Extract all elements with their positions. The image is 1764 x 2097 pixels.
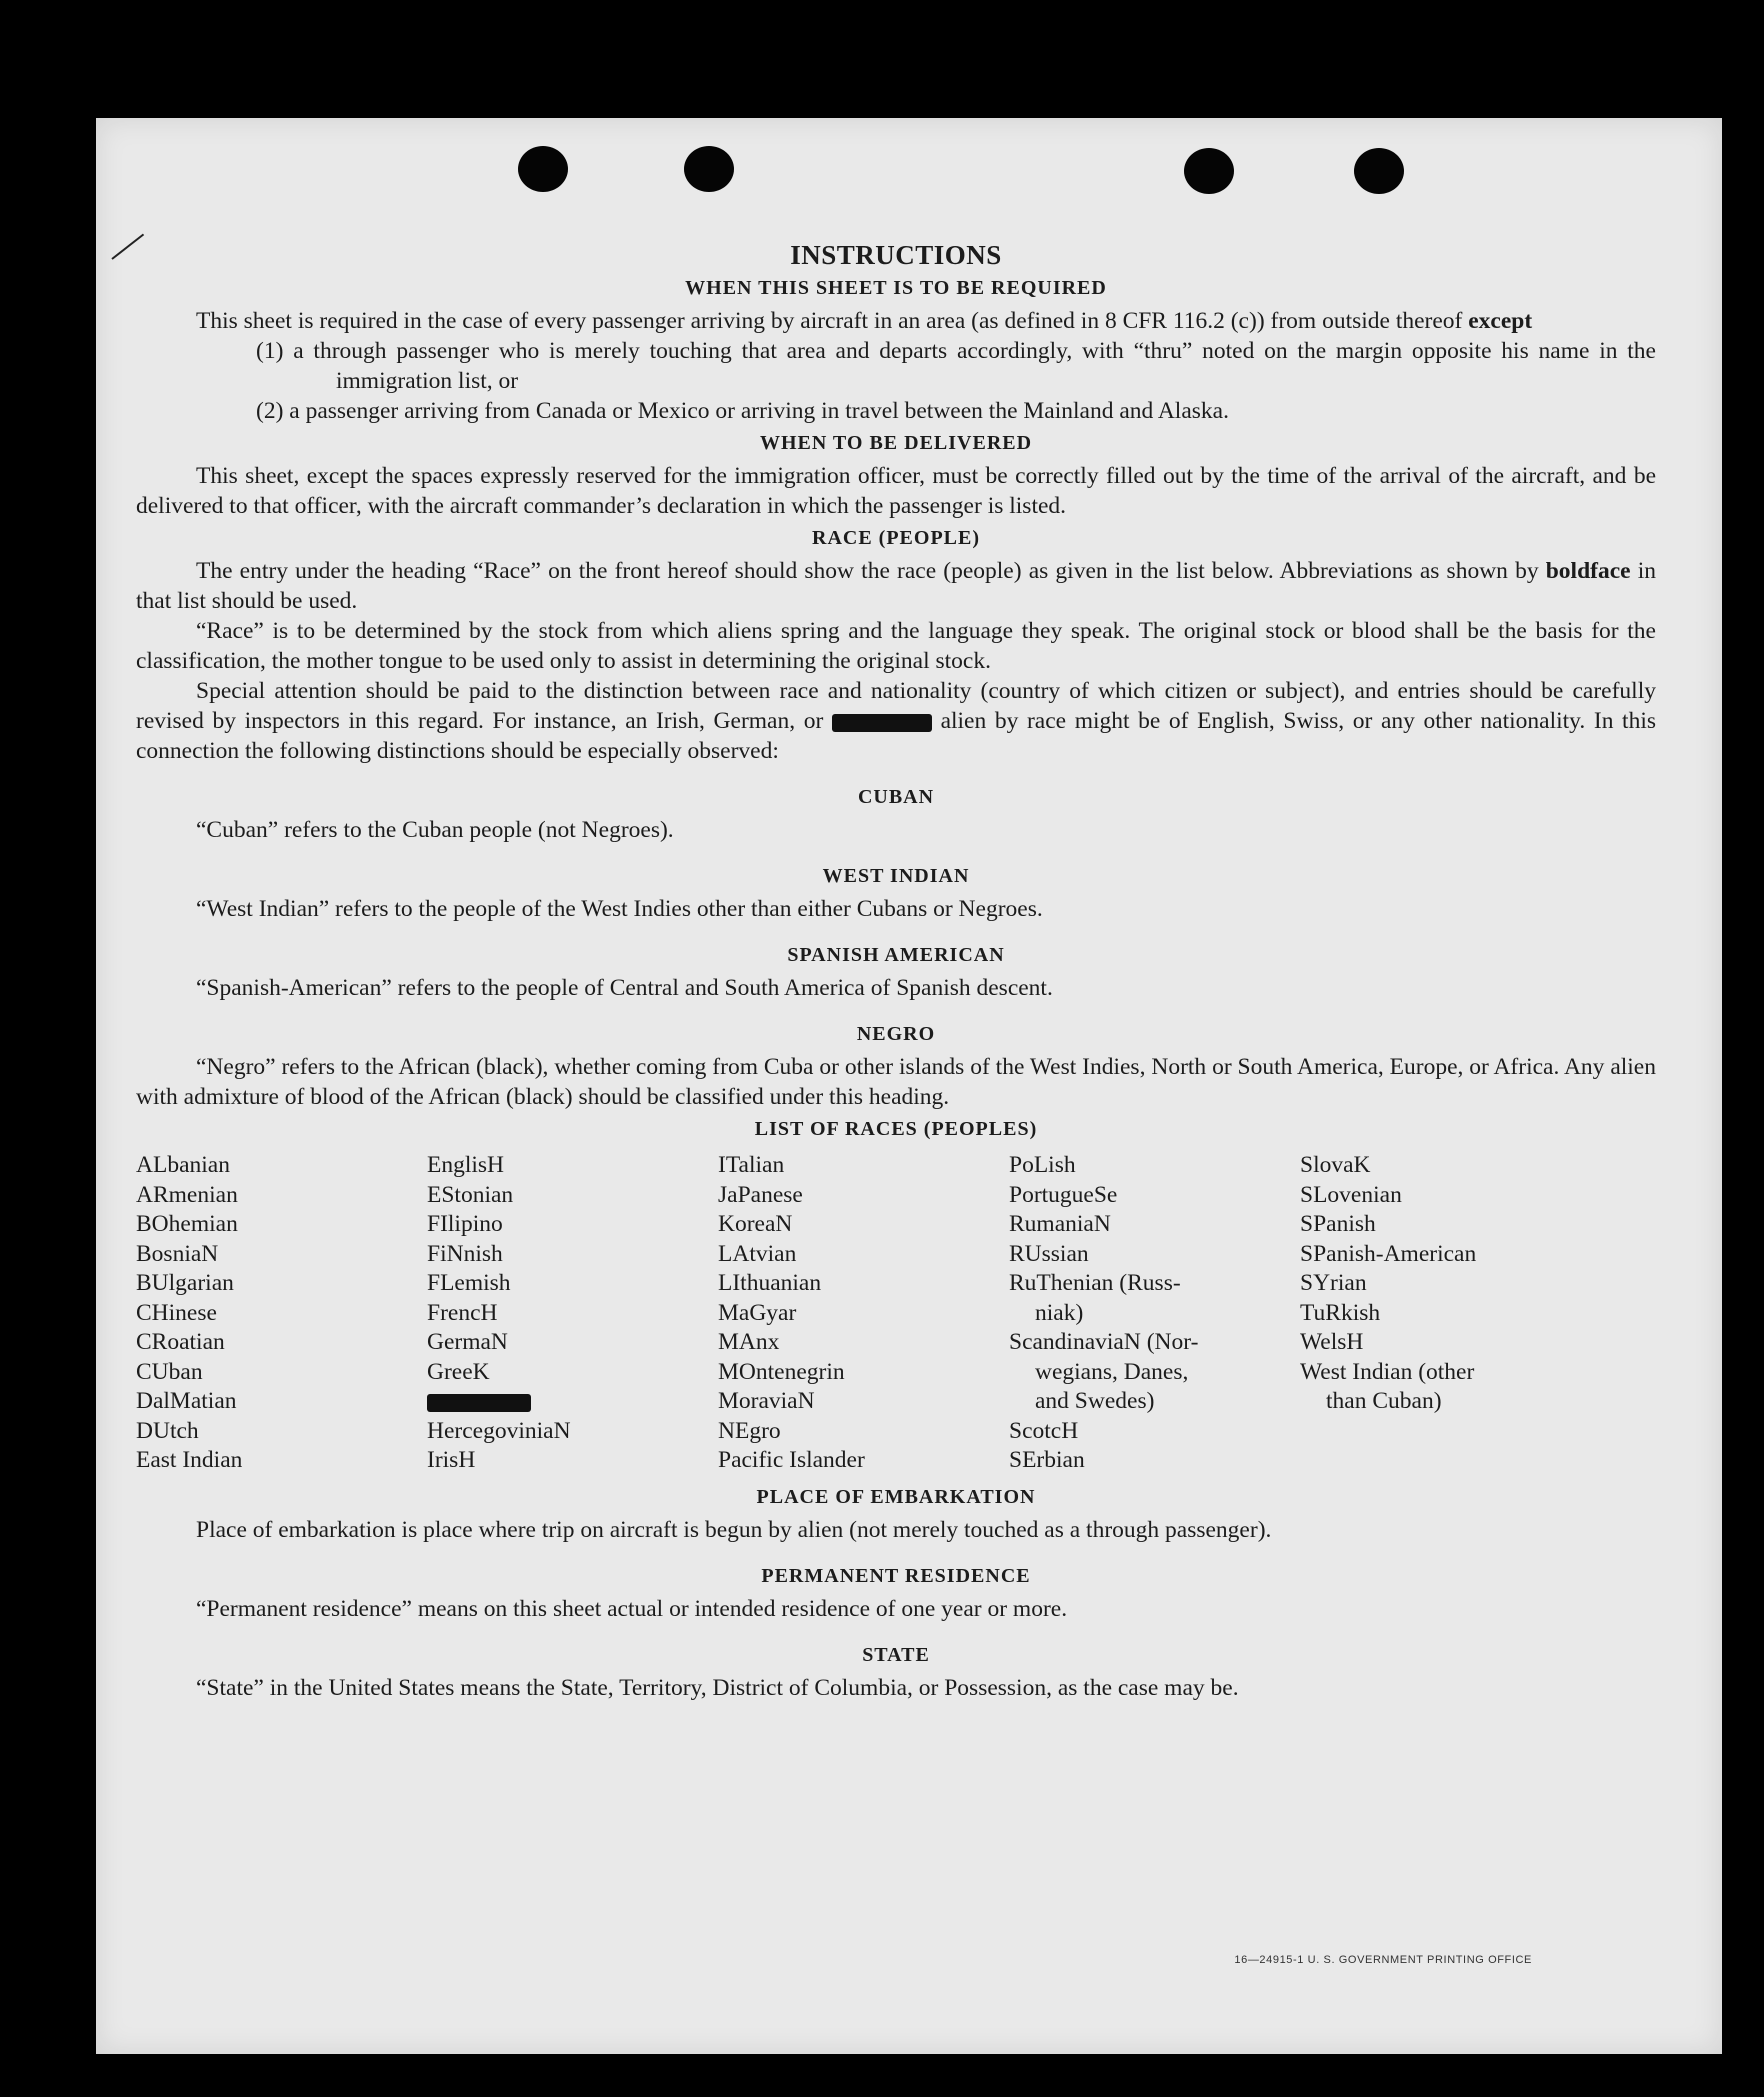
race-entry: ARmenian <box>136 1181 238 1208</box>
required-intro-bold: except <box>1468 308 1533 334</box>
race-entry: GreeK <box>427 1358 490 1385</box>
race-entry: DalMatian <box>136 1388 237 1414</box>
race-entry: SPanish-American <box>1300 1240 1477 1267</box>
redaction-mark <box>832 714 932 732</box>
heading-residence: PERMANENT RESIDENCE <box>761 1564 1031 1587</box>
race-entry: SLovenian <box>1300 1181 1402 1208</box>
race-entry: East Indian <box>136 1447 243 1473</box>
punch-hole <box>1184 148 1234 194</box>
heading-west-indian: WEST INDIAN <box>822 865 970 887</box>
heading-state: STATE <box>862 1643 930 1666</box>
race-entry: MoraviaN <box>718 1388 815 1414</box>
race-entry: MaGyar <box>718 1299 797 1326</box>
race-entry: FrencH <box>427 1299 498 1326</box>
race-entry: ScotcH <box>1009 1417 1079 1444</box>
race-entry: MOntenegrin <box>718 1358 845 1385</box>
race-entry: NEgro <box>718 1417 781 1444</box>
race-entry-continued: niak) <box>1035 1299 1084 1326</box>
race-entry: PortugueSe <box>1009 1181 1118 1208</box>
race-entry: EnglisH <box>427 1152 505 1178</box>
heading-delivered: WHEN TO BE DELIVERED <box>759 432 1033 454</box>
race-entry: FLemish <box>427 1270 511 1296</box>
race-column-2 <box>427 1151 718 1476</box>
heading-required: WHEN THIS SHEET IS TO BE REQUIRED <box>685 277 1107 299</box>
cuban-text: “Cuban” refers to the Cuban people (not Negroes). <box>196 817 674 843</box>
required-intro: This sheet is required in the case of every passenger arriving by aircraft in an area (as defined in 8 CFR 116.2 (c)) from outside thereof except <box>196 308 1533 334</box>
race-entry: JaPanese <box>718 1181 803 1208</box>
heading-spanish-american: SPANISH AMERICAN <box>787 944 1005 966</box>
embarkation-text: Place of embarkation is place where trip on aircraft is begun by alien (not merely touched as a through passenger). <box>196 1516 1272 1543</box>
race-entry: TuRkish <box>1300 1299 1381 1326</box>
heading-embarkation: PLACE OF EMBARKATION <box>756 1485 1036 1508</box>
race-entry: EStonian <box>427 1181 514 1208</box>
race-entry: IrisH <box>427 1447 476 1473</box>
race-entry: Pacific Islander <box>718 1447 865 1473</box>
race-paragraph-3: Special attention should be paid to the distinction between race and nationality (country of which citizen or subject), and entries should be carefully revised by inspectors in this regard. For instance, an Irish, German, or alien by race might be of English, Swiss, or any other nationality. In this connection the following distinctions should be especially observed: <box>136 678 1657 764</box>
punch-hole <box>1354 148 1404 194</box>
punch-hole <box>684 146 734 192</box>
race-entry: FIlipino <box>427 1211 503 1237</box>
race-boldface: boldface <box>1545 558 1631 584</box>
race-entry: MAnx <box>718 1329 780 1355</box>
race-entry: CHinese <box>136 1299 217 1326</box>
race-entry: BOhemian <box>136 1211 238 1237</box>
state-text: “State” in the United States means the State, Territory, District of Columbia, or Possession, as the case may be. <box>196 1674 1239 1701</box>
race-entry: LAtvian <box>718 1240 797 1267</box>
redaction-mark <box>427 1394 531 1412</box>
race-paragraph-1: The entry under the heading “Race” on the front hereof should show the race (people) as given in the list below. Abbreviations as shown by boldface in that list should be used. <box>136 558 1657 614</box>
heading-cuban: CUBAN <box>857 786 935 808</box>
negro-text: “Negro” refers to the African (black), whether coming from Cuba or other islands of the West Indies, North or South America, Europe, or Africa. Any alien with admixture of blood of the African (black) should be classified under this heading. <box>136 1054 1656 1110</box>
race-entry: SlovaK <box>1300 1152 1371 1178</box>
required-item-1: (1) a through passenger who is merely touching that area and departs accordingly, with “thru” noted on the margin opposite his name in the immigration list, or <box>256 338 1656 394</box>
punch-hole <box>518 146 568 192</box>
race-entry-continued: and Swedes) <box>1035 1388 1155 1414</box>
heading-list-of-races: LIST OF RACES (PEOPLES) <box>754 1118 1038 1140</box>
printer-imprint: 16—24915-1 U. S. GOVERNMENT PRINTING OFFICE <box>1234 1954 1532 1966</box>
race-entry: ITalian <box>718 1152 785 1178</box>
west-indian-text: “West Indian” refers to the people of the West Indies other than either Cubans or Negroes. <box>196 896 1043 922</box>
race-column-3 <box>718 1151 1009 1476</box>
race-entry: PoLish <box>1009 1152 1076 1178</box>
race-entry: RuThenian (Russ- <box>1009 1270 1181 1296</box>
heading-negro: NEGRO <box>856 1023 936 1045</box>
document-page <box>96 118 1722 2054</box>
race-entry: GermaN <box>427 1329 508 1355</box>
race-entry: SPanish <box>1300 1211 1376 1237</box>
race-entry: CUban <box>136 1358 203 1385</box>
required-item-2: (2) a passenger arriving from Canada or Mexico or arriving in travel between the Mainland and Alaska. <box>256 398 1229 424</box>
race-entry: SYrian <box>1300 1270 1367 1296</box>
race-column-4 <box>1009 1151 1300 1476</box>
race-entry: HercegoviniaN <box>427 1417 571 1444</box>
race-paragraph-2: “Race” is to be determined by the stock from which aliens spring and the language they speak. The original stock or blood shall be the basis for the classification, the mother tongue to be used only to assist in determining the original stock. <box>136 618 1656 674</box>
race-entry: ScandinaviaN (Nor- <box>1009 1329 1199 1355</box>
race-entry: RUssian <box>1009 1240 1089 1267</box>
delivered-text: This sheet, except the spaces expressly reserved for the immigration officer, must be correctly filled out by the time of the arrival of the aircraft, and be delivered to that officer, with the aircraft commander’s declaration in which the passenger is listed. <box>136 463 1656 519</box>
race-entry: BosniaN <box>136 1240 219 1267</box>
race-entry-continued: wegians, Danes, <box>1035 1358 1189 1385</box>
race-entry: ALbanian <box>136 1152 230 1178</box>
race-entry: BUlgarian <box>136 1270 234 1296</box>
instructions-content <box>136 240 1656 1703</box>
heading-race: RACE (PEOPLE) <box>812 527 980 549</box>
race-entry: West Indian (other <box>1300 1358 1475 1385</box>
race-entry: WelsH <box>1300 1329 1364 1355</box>
race-entry: DUtch <box>136 1417 199 1444</box>
race-entry: SErbian <box>1009 1447 1085 1473</box>
race-list <box>136 1151 1656 1476</box>
race-entry: LIthuanian <box>718 1270 822 1296</box>
race-entry-continued: than Cuban) <box>1326 1388 1442 1414</box>
race-entry: RumaniaN <box>1009 1211 1111 1237</box>
race-entry: CRoatian <box>136 1329 225 1355</box>
race-entry-redacted <box>427 1387 718 1417</box>
race-entry: KoreaN <box>718 1211 793 1237</box>
page-title: INSTRUCTIONS <box>790 240 1002 270</box>
spanish-american-text: “Spanish-American” refers to the people of Central and South America of Spanish descent. <box>196 975 1053 1001</box>
race-column-5 <box>1300 1151 1591 1476</box>
race-entry: FiNnish <box>427 1240 503 1267</box>
residence-text: “Permanent residence” means on this sheet actual or intended residence of one year or more. <box>196 1595 1068 1622</box>
race-column-1 <box>136 1151 427 1476</box>
